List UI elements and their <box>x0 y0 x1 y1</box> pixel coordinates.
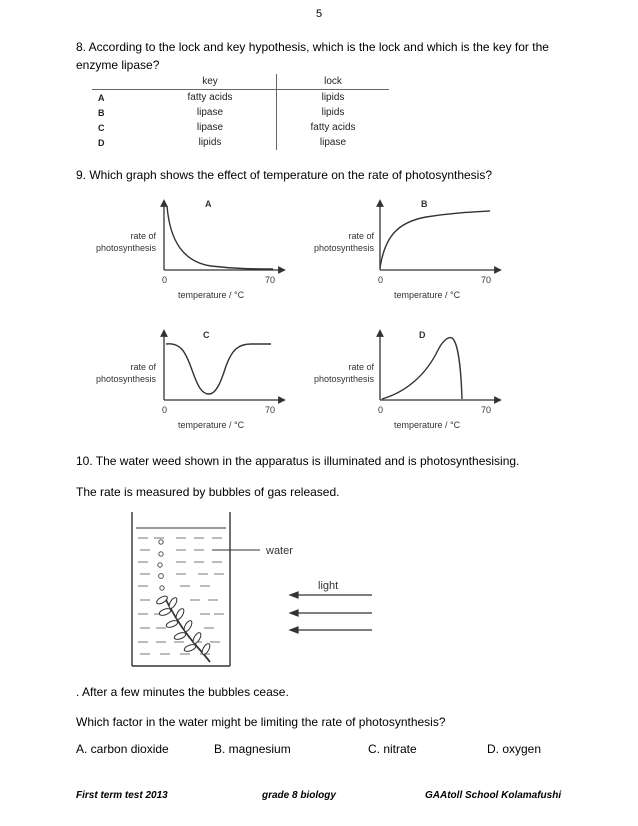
row-lock: fatty acids <box>277 120 390 135</box>
graph-xlabel: temperature / °C <box>178 420 245 430</box>
graph-ylabel: photosynthesis <box>313 243 374 253</box>
graph-letter: C <box>203 330 210 340</box>
graph-ylabel: rate of <box>348 362 374 372</box>
light-arrows <box>290 592 372 633</box>
row-key: lipase <box>196 122 224 133</box>
row-letter: D <box>98 137 105 148</box>
q10-line2: The rate is measured by bubbles of gas released. <box>76 485 340 499</box>
x-tick-0: 0 <box>162 405 168 415</box>
q10-line1: 10. The water weed shown in the apparatus is illuminated and is photosynthesising. <box>76 454 520 468</box>
q9-graphs <box>76 190 576 440</box>
row-lock: lipase <box>277 135 390 150</box>
header-key: key <box>144 74 277 90</box>
curve-a <box>167 206 273 269</box>
row-lock: lipids <box>277 105 390 120</box>
row-lock: lipids <box>277 90 390 106</box>
beaker <box>132 512 230 666</box>
label-light: light <box>318 580 339 592</box>
graph-xlabel: temperature / °C <box>178 290 245 300</box>
row-key: lipids <box>198 137 222 148</box>
footer-center: grade 8 biology <box>262 790 336 801</box>
q8-table <box>92 74 389 150</box>
graph-b <box>314 199 498 300</box>
graph-letter: B <box>421 199 428 209</box>
x-tick-70: 70 <box>265 275 276 285</box>
graph-ylabel: photosynthesis <box>313 374 374 384</box>
x-tick-0: 0 <box>378 405 384 415</box>
x-tick-70: 70 <box>481 275 492 285</box>
graph-ylabel: photosynthesis <box>95 374 156 384</box>
table-row <box>92 90 389 106</box>
row-key: lipase <box>196 107 224 118</box>
q8-text: 8. According to the lock and key hypothesis, which is the lock and which is the key for the enzyme lipase? <box>76 40 549 72</box>
graph-xlabel: temperature / °C <box>394 420 461 430</box>
graph-a <box>96 199 282 300</box>
graph-c <box>96 330 282 430</box>
row-letter: C <box>98 122 105 133</box>
option-b[interactable]: B. magnesium <box>214 742 291 756</box>
curve-c <box>166 344 271 394</box>
x-tick-70: 70 <box>481 405 492 415</box>
row-letter: A <box>98 92 105 103</box>
x-tick-0: 0 <box>378 275 384 285</box>
option-d[interactable]: D. oxygen <box>487 742 542 756</box>
q10-line4: Which factor in the water might be limiting the rate of photosynthesis? <box>76 715 446 729</box>
graph-d <box>314 330 498 430</box>
page-number: 5 <box>315 8 323 20</box>
table-header-row <box>92 74 389 90</box>
bubbles <box>158 540 164 590</box>
x-tick-70: 70 <box>265 405 276 415</box>
graph-xlabel: temperature / °C <box>394 290 461 300</box>
row-key: fatty acids <box>187 92 233 103</box>
header-lock: lock <box>277 74 390 90</box>
row-letter: B <box>98 107 105 118</box>
graph-ylabel: rate of <box>348 231 374 241</box>
table-row <box>92 120 389 135</box>
graph-letter: A <box>205 199 212 209</box>
option-c[interactable]: C. nitrate <box>368 742 417 756</box>
x-tick-0: 0 <box>162 275 168 285</box>
curve-b <box>380 211 490 268</box>
option-a[interactable]: A. carbon dioxide <box>76 742 169 756</box>
footer-left: First term test 2013 <box>76 790 168 801</box>
graph-ylabel: photosynthesis <box>95 243 156 253</box>
q10-line3: . After a few minutes the bubbles cease. <box>76 685 289 699</box>
q9-text: 9. Which graph shows the effect of temperature on the rate of photosynthesis? <box>76 168 493 182</box>
graph-letter: D <box>419 330 426 340</box>
label-water: water <box>266 545 293 557</box>
table-row <box>92 105 389 120</box>
apparatus-diagram <box>120 508 400 673</box>
graph-ylabel: rate of <box>130 362 156 372</box>
curve-d <box>382 338 462 399</box>
footer-right: GAAtoll School Kolamafushi <box>425 790 562 801</box>
table-row <box>92 135 389 150</box>
graph-ylabel: rate of <box>130 231 156 241</box>
